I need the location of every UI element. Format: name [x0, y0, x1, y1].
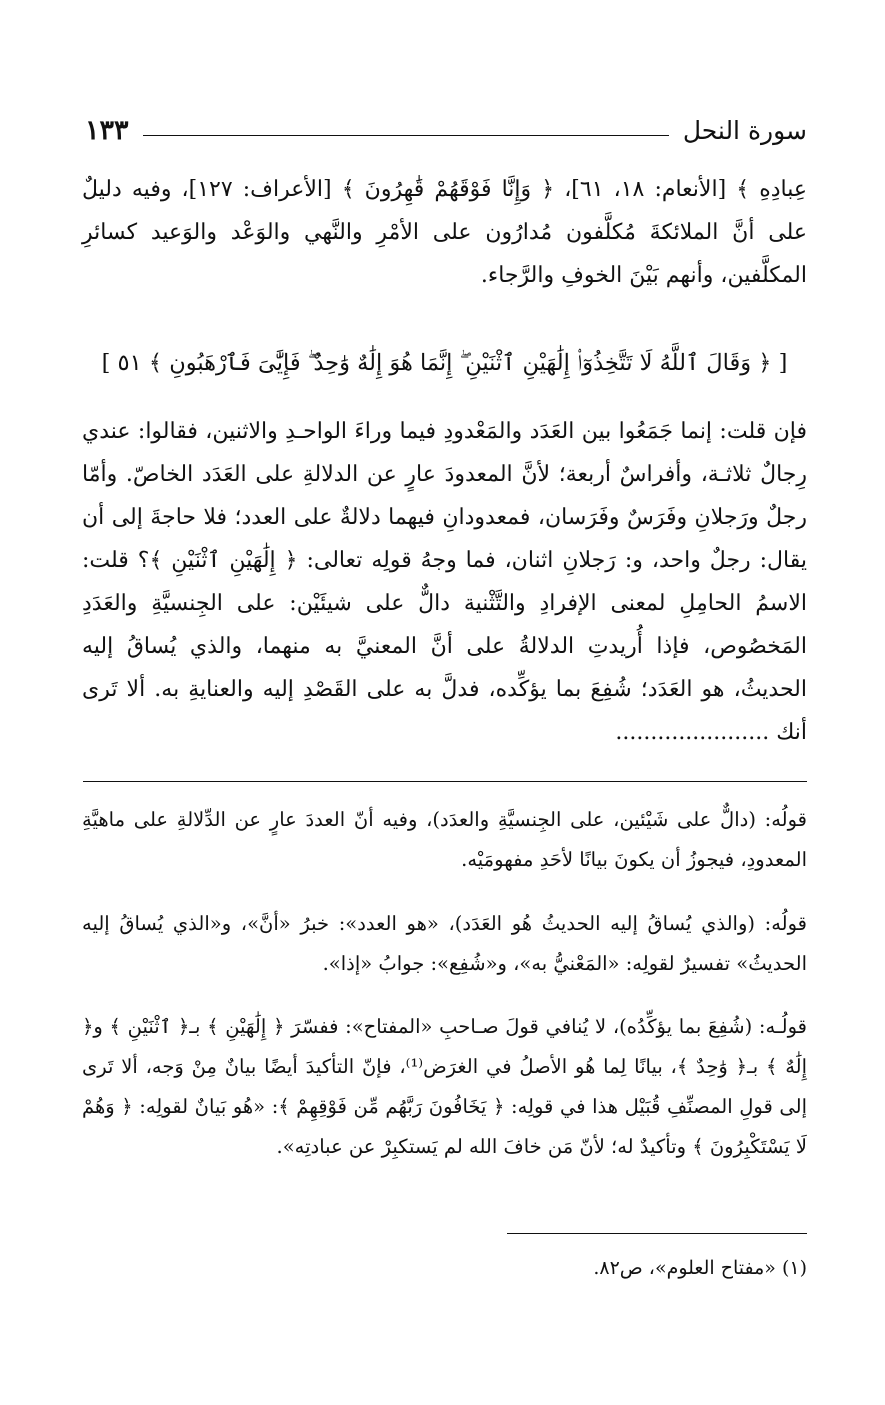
- footnote-divider: [507, 1233, 807, 1234]
- commentary-divider: [83, 781, 807, 782]
- surah-name: سورة النحل: [682, 115, 807, 145]
- commentary-2: قولُه: (والذي يُساقُ إليه الحديثُ هُو العَدَد)، «هو العدد»: خبرُ «أنَّ»، و«الذي يُساقُ إليه الحديثُ» تفسيرٌ لقولِه: «المَعْنيُّ به»، و«شُفِع»: جوابُ «إذا».: [82, 912, 807, 975]
- page-header: [85, 108, 807, 152]
- main-paragraph-1: عِبادِهِ ﴾ [الأنعام: ١٨، ٦١]، ﴿ وَإِنَّا فَوْقَهُمْ قَٰهِرُونَ ﴾ [الأعراف: ١٢٧]، وفيه دليلٌ على أنَّ الملائكةَ مُكلَّفون مُدارُون على الأمْرِ والنَّهي والوَعْد والوَعيد كسائرِ المكلَّفين، وأنهم بَيْنَ الخوفِ والرَّجاء.: [82, 177, 808, 288]
- commentary-1: قولُه: (دالٌّ على شَيْئين، على الجِنسيَّةِ والعدَد)، وفيه أنّ العددَ عارٍ عن الدِّلالةِ على ماهيَّةِ المعدودِ، فيجوزُ أن يكونَ بيانًا لأحَدِ مفهومَيْه.: [82, 808, 807, 871]
- page-number: ١٣٣: [85, 114, 129, 146]
- quran-verse-51: [ ﴿ وَقَالَ ٱللَّهُ لَا تَتَّخِذُوٓا۟ إِلَٰهَيْنِ ٱثْنَيْنِ ۖ إِنَّمَا هُوَ إِلَٰهٌ وَٰحِدٌ ۖ فَإِيَّٰىَ فَٱرْهَبُونِ ﴾ ٥١ ]: [101, 350, 788, 376]
- footnote-1: (١) «مفتاح العلوم»، ص٨٢.: [593, 1257, 807, 1279]
- main-paragraph-2: فإن قلت: إنما جَمَعُوا بين العَدَد والمَعْدودِ فيما وراءَ الواحـدِ والاثنين، فقالوا: عندي رِجالٌ ثلاثـة، وأفراسٌ أربعة؛ لأنَّ المعدودَ عارٍ عن الدلالةِ على العَدَد الخاصّ. وأمّا رجلٌ ورَجلانِ وفَرَسٌ وفَرَسان، فمعدودانِ فيهما دلالةٌ على العدد؛ فلا حاجةَ إلى أن يقال: رجلٌ واحد، و: رَجلانِ اثنان، فما وجهُ قولِه تعالى: ﴿ إِلَٰهَيْنِ ٱثْنَيْنِ ﴾؟ قلت: الاسمُ الحامِلِ لمعنى الإفرادِ والتَّثْنية دالٌّ على شيئَيْن: على الجِنسيَّةِ والعَدَدِ المَخصُوص، فإذا أُريدتِ الدلالةُ على أنَّ المعنيَّ به منهما، والذي يُساقُ إليه الحديثُ، هو العَدَد؛ شُفِعَ بما يؤكِّده، فدلَّ به على القَصْدِ إليه والعنايةِ به. ألا تَرى أنك ......................: [82, 419, 807, 745]
- commentary-3: قولُـه: (شُفِعَ بما يؤكِّدُه)، لا يُنافي قولَ صـاحبِ «المفتاح»: ففسّرَ ﴿ إِلَٰهَيْنِ ﴾ بـ﴿ ٱثْنَيْنِ ﴾ و﴿ إِلَٰهٌ ﴾ بـ﴿ وَٰحِدٌ ﴾، بيانًا لِما هُو الأصلُ في الغرَض⁽¹⁾، فإنّ التأكيدَ أيضًا بيانٌ مِنْ وَجه، ألا تَرى إلى قولِ المصنِّفِ قُبَيْل هذا في قولِه: ﴿ يَخَافُونَ رَبَّهُم مِّن فَوْقِهِمْ ﴾: «هُو بَيانٌ لقولِه: ﴿ وَهُمْ لَا يَسْتَكْبِرُونَ ﴾ وتأكيدٌ له؛ لأنّ مَن خافَ الله لم يَستكبِرْ عن عبادتِه».: [82, 1015, 808, 1158]
- header-rule: [143, 135, 669, 136]
